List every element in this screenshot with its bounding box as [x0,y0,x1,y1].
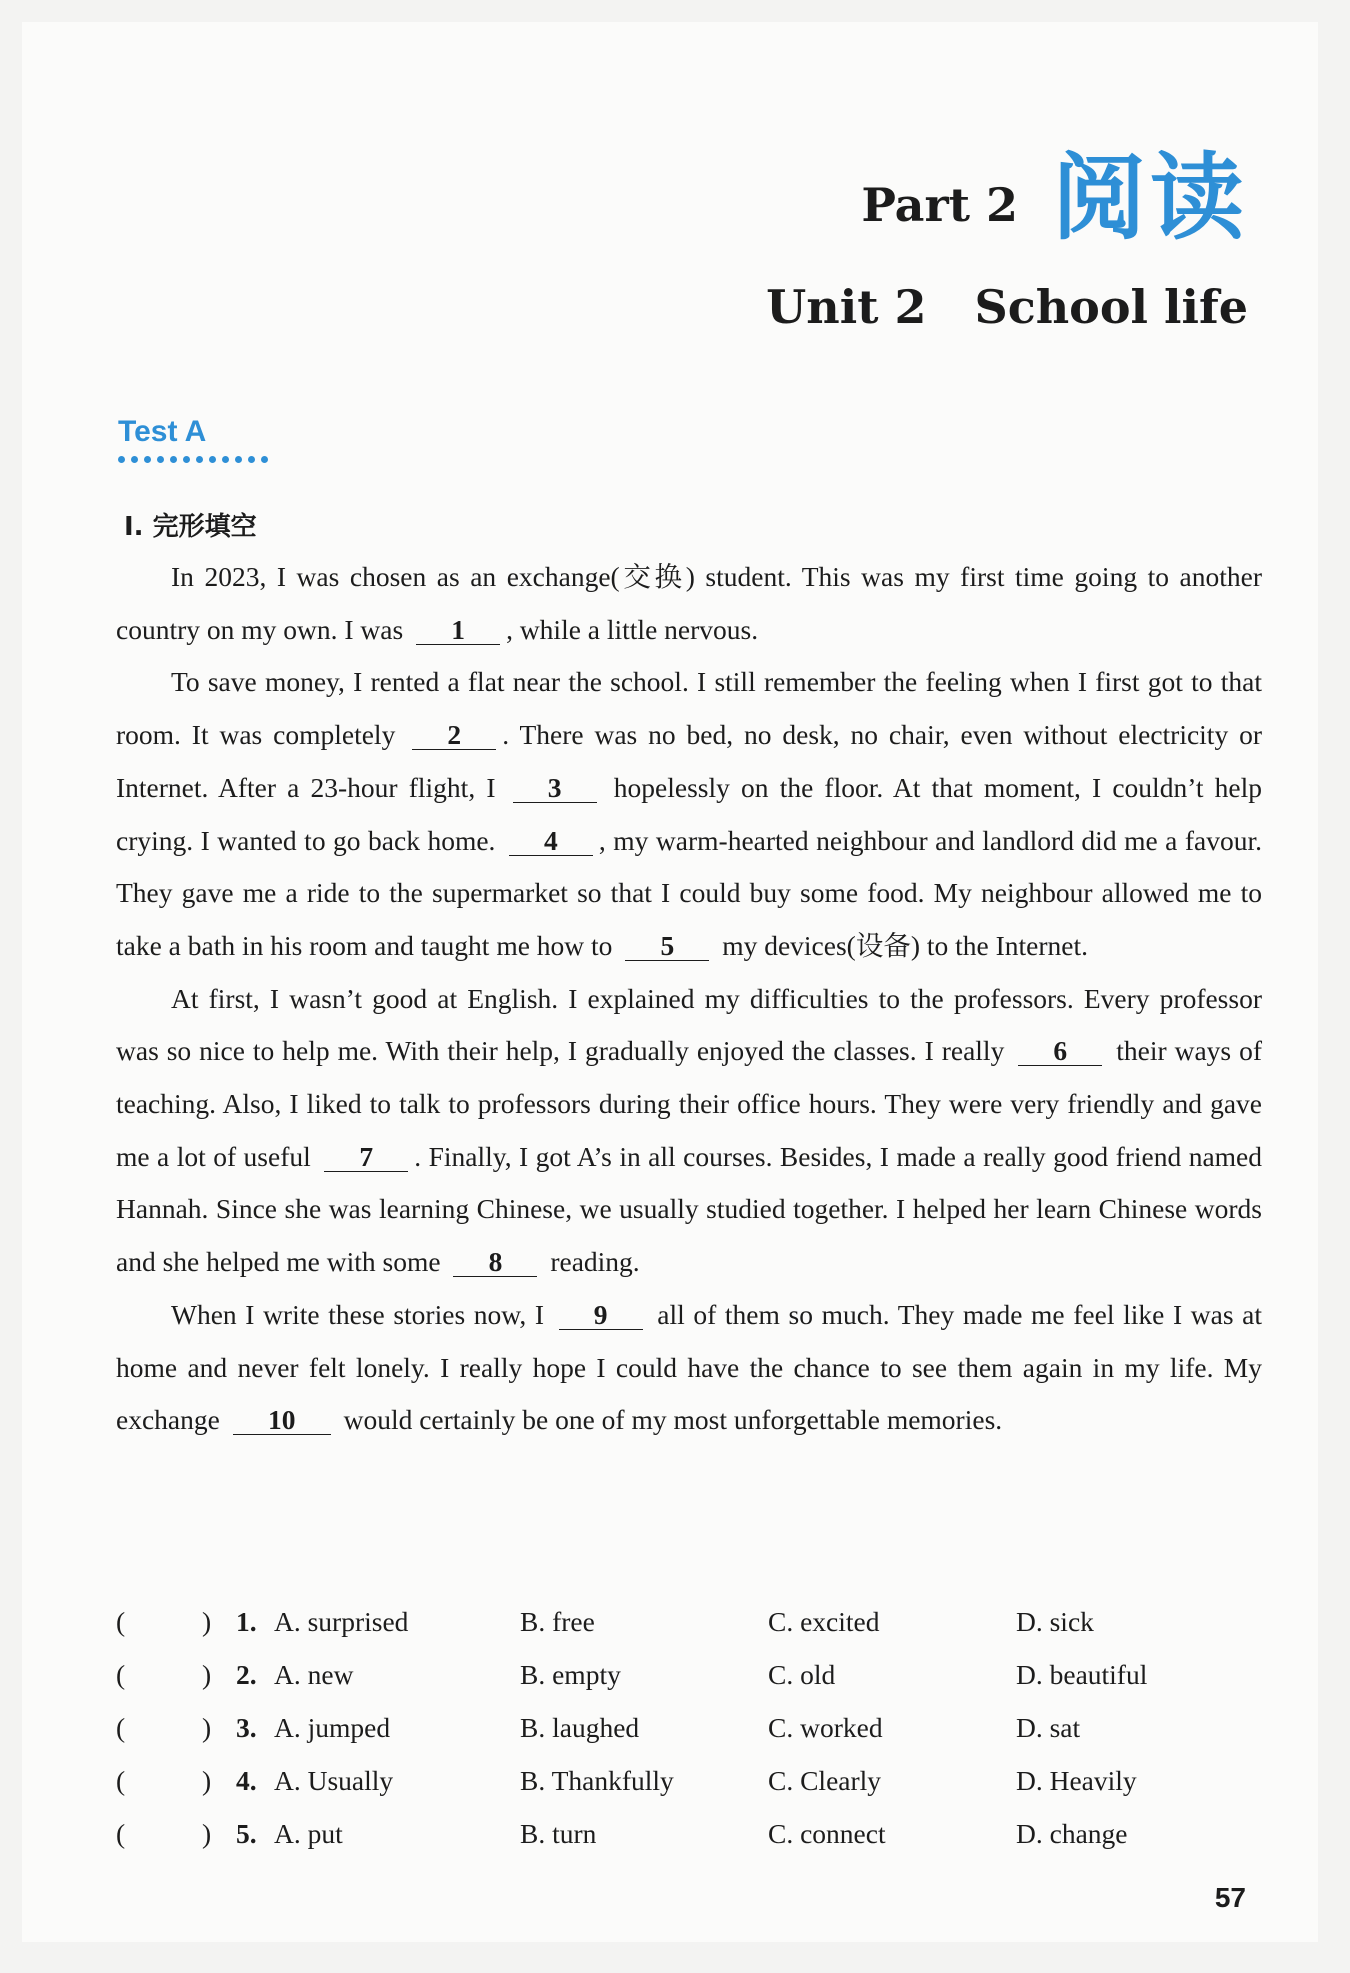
blank-4: 4 [509,827,593,856]
blank-5: 5 [625,932,709,961]
option-d: D. sick [1016,1606,1094,1637]
answer-paren-close: ) [202,1712,212,1743]
question-options [116,1606,1276,1871]
blank-7: 7 [324,1143,408,1172]
blank-8: 8 [453,1248,537,1277]
option-d: D. change [1016,1818,1128,1849]
paragraph-4: When I write these stories now, I 9 all of them so much. They made me feel like I was at home and never felt lonely. I really hope I could have the chance to see them again in my life. My exchange 10 would certainly be one of my most unforgettable memories. [116,1298,1262,1436]
answer-paren-close: ) [202,1606,212,1637]
question-row [116,1659,1276,1712]
answer-paren-close: ) [202,1659,212,1690]
option-d: D. beautiful [1016,1659,1148,1690]
cloze-passage [116,551,1262,1447]
option-c: C. connect [768,1818,886,1849]
unit-title [766,280,1248,334]
test-label: Test A [118,415,207,448]
part-header [861,144,1248,253]
page [22,22,1318,1942]
option-b: B. turn [520,1818,597,1849]
blank-10: 10 [233,1406,331,1435]
option-d: D. sat [1016,1712,1081,1743]
unit-number: Unit 2 [766,280,927,334]
option-a: A. jumped [274,1712,391,1743]
option-a: A. put [274,1818,343,1849]
page-number: 57 [1214,1882,1246,1913]
answer-paren-open: ( [116,1659,126,1690]
question-row [116,1712,1276,1765]
blank-2: 2 [412,721,496,750]
part-chinese-title: 阅读 [1051,144,1248,253]
answer-paren-close: ) [202,1765,212,1796]
option-d: D. Heavily [1016,1765,1137,1796]
blank-6: 6 [1018,1037,1102,1066]
option-a: A. new [274,1659,354,1690]
answer-paren-close: ) [202,1818,212,1849]
option-a: A. Usually [274,1765,394,1796]
answer-paren-open: ( [116,1765,126,1796]
option-b: B. laughed [520,1712,640,1743]
blank-9: 9 [559,1301,643,1330]
option-b: B. empty [520,1659,621,1690]
option-b: B. Thankfully [520,1765,674,1796]
question-number: 3. [236,1712,257,1743]
question-number: 2. [236,1659,257,1690]
option-b: B. free [520,1606,595,1637]
option-c: C. Clearly [768,1765,882,1796]
blank-1: 1 [416,616,500,645]
question-row [116,1606,1276,1659]
question-row [116,1818,1276,1871]
part-label: Part 2 [861,178,1018,232]
answer-paren-open: ( [116,1818,126,1849]
question-number: 5. [236,1818,257,1849]
unit-name: School life [974,280,1248,334]
paragraph-1: In 2023, I was chosen as an exchange(交换) student. This was my first time going to another country on my own. I was 1 , while a little nervous. [116,561,1262,645]
paragraph-2: To save money, I rented a flat near the school. I still remember the feeling when I first got to that room. It was completely 2 . There was no bed, no desk, no chair, even without electricity or Internet. After a 23-hour flight, I 3 hopelessly on the floor. At that moment, I couldn’t help crying. I wanted to go back home. 4 , my warm-hearted neighbour and landlord did me a favour. They gave me a ride to the supermarket so that I could buy some food. My neighbour allowed me to take a bath in his room and taught me how to 5 my devices(设备) to the Internet. [116,666,1262,961]
question-number: 1. [236,1606,257,1637]
option-c: C. old [768,1659,836,1690]
question-number: 4. [236,1765,257,1796]
question-row [116,1765,1276,1818]
answer-paren-open: ( [116,1606,126,1637]
section-heading: Ⅰ. 完形填空 [124,512,257,542]
option-a: A. surprised [274,1606,409,1637]
test-label-dots [118,456,268,463]
option-c: C. excited [768,1606,880,1637]
option-c: C. worked [768,1712,883,1743]
blank-3: 3 [513,774,597,803]
paragraph-3: At first, I wasn’t good at English. I explained my difficulties to the professors. Every professor was so nice to help me. With their help, I gradually enjoyed the classes. I really 6 their ways of teaching. Also, I liked to talk to professors during their office hours. They were very friendly and gave me a lot of useful 7 . Finally, I got A’s in all courses. Besides, I made a really good friend named Hannah. Since she was learning Chinese, we usually studied together. I helped her learn Chinese words and she helped me with some 8 reading. [116,982,1263,1278]
answer-paren-open: ( [116,1712,126,1743]
